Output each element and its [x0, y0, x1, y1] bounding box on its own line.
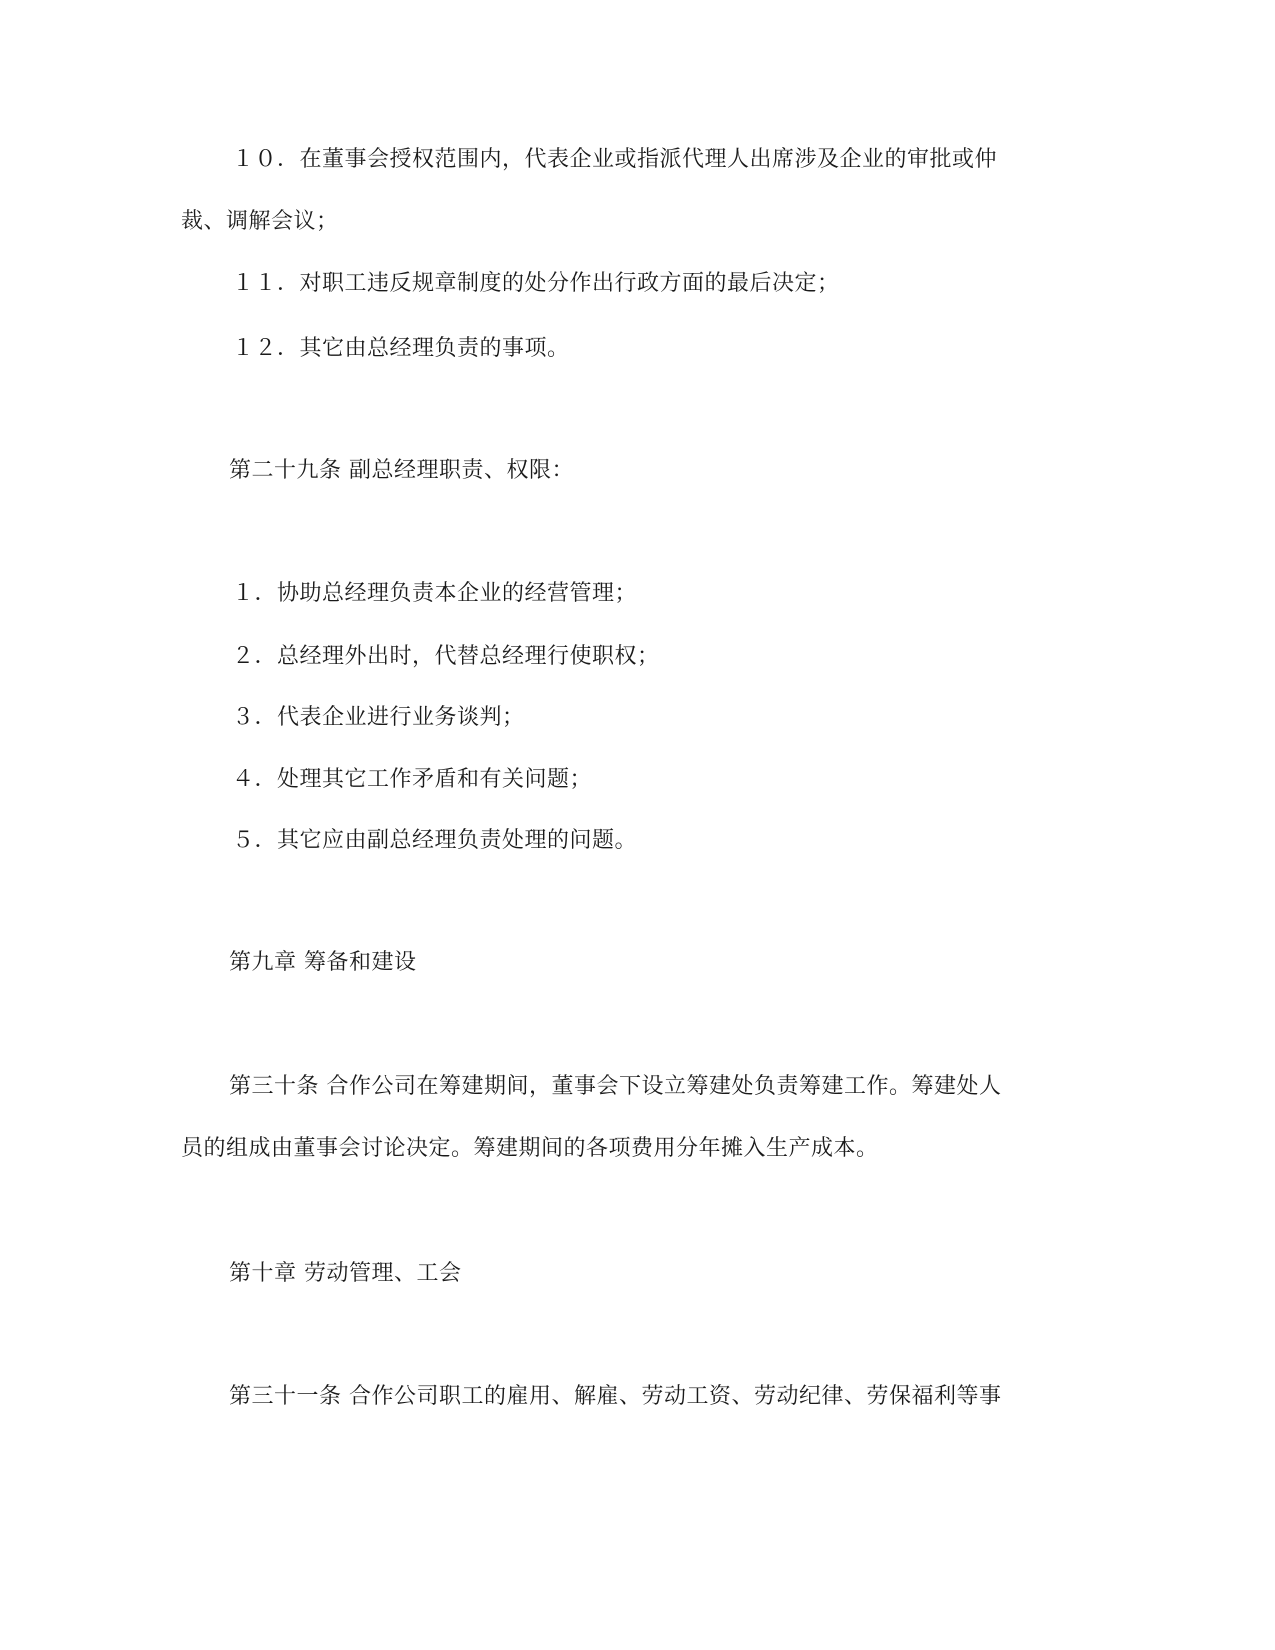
article-30-line-1: 第三十条 合作公司在筹建期间，董事会下设立筹建处负责筹建工作。筹建处人	[229, 1074, 1002, 1099]
paragraph-item-10-line-2: 裁、调解会议；	[181, 209, 339, 234]
list-item-5: ５．其它应由副总经理负责处理的问题。	[232, 828, 638, 853]
paragraph-item-11: １１．对职工违反规章制度的处分作出行政方面的最后决定；	[232, 271, 840, 296]
paragraph-item-12: １２．其它由总经理负责的事项。	[232, 336, 570, 361]
list-item-1: １．协助总经理负责本企业的经营管理；	[232, 581, 638, 606]
paragraph-item-10-line-1: １０．在董事会授权范围内，代表企业或指派代理人出席涉及企业的审批或仲	[232, 147, 998, 172]
list-item-4: ４．处理其它工作矛盾和有关问题；	[232, 767, 593, 792]
list-item-2: ２．总经理外出时，代替总经理行使职权；	[232, 644, 660, 669]
chapter-10-heading: 第十章 劳动管理、工会	[229, 1261, 462, 1286]
article-31-line-1: 第三十一条 合作公司职工的雇用、解雇、劳动工资、劳动纪律、劳保福利等事	[229, 1384, 1002, 1409]
chapter-9-heading: 第九章 筹备和建设	[229, 950, 417, 975]
article-29-heading: 第二十九条 副总经理职责、权限：	[229, 458, 574, 483]
list-item-3: ３．代表企业进行业务谈判；	[232, 705, 525, 730]
article-30-line-2: 员的组成由董事会讨论决定。筹建期间的各项费用分年摊入生产成本。	[181, 1136, 879, 1161]
